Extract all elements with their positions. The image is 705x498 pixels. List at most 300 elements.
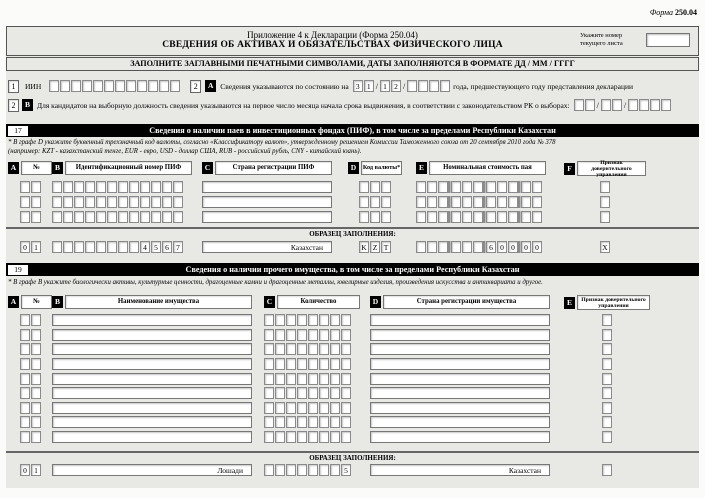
input-cell[interactable] [140,211,150,223]
input-cell[interactable] [96,211,106,223]
input-cell [473,241,483,253]
input-cell[interactable] [429,80,439,92]
candidate-date-row [8,98,702,112]
input-cell[interactable] [20,373,30,385]
input-cell[interactable] [486,211,496,223]
input-cell[interactable] [297,416,307,428]
input-cell[interactable] [20,343,30,355]
input-cell[interactable] [602,314,612,326]
property-table [8,295,702,444]
input-cell[interactable] [341,387,351,399]
input-cell[interactable] [473,181,483,193]
input-cell[interactable] [661,99,671,111]
input-cell[interactable] [427,181,437,193]
field-2b-letter: В [22,99,33,111]
input-cell[interactable] [440,80,450,92]
input-cell[interactable]: 3 [353,80,363,92]
text-field[interactable] [370,314,550,326]
input-cell[interactable] [532,181,542,193]
text-field[interactable] [202,211,332,223]
input-cell[interactable] [31,211,41,223]
input-cell[interactable] [308,416,318,428]
input-cell[interactable] [308,431,318,443]
input-cell: Z [370,241,380,253]
input-cell[interactable] [612,99,622,111]
input-cell: X [600,241,610,253]
input-cell[interactable] [20,358,30,370]
text-field[interactable] [52,431,252,443]
cell-group [602,343,612,355]
input-cell[interactable] [639,99,649,111]
input-cell[interactable] [319,358,329,370]
input-cell[interactable] [359,196,369,208]
input-cell[interactable] [341,402,351,414]
input-cell[interactable] [20,402,30,414]
input-cell[interactable] [52,211,62,223]
input-cell[interactable] [497,196,507,208]
input-cell[interactable] [20,431,30,443]
input-cell[interactable] [330,329,340,341]
input-cell[interactable] [162,196,172,208]
input-cell: 0 [497,241,507,253]
date-slash: / [596,100,599,110]
input-cell[interactable] [308,402,318,414]
input-cell[interactable] [508,211,518,223]
column-label-nominal-value: Номинальная стоимость пая [429,161,546,175]
input-cell[interactable] [330,314,340,326]
input-cell[interactable] [330,387,340,399]
input-cell[interactable] [173,181,183,193]
text-field[interactable] [370,431,550,443]
input-cell[interactable] [31,402,41,414]
section-19-title: Сведения о наличии прочего имущества, в том числе за пределами Республики Казахстан [185,265,520,274]
input-cell[interactable] [308,314,318,326]
input-cell[interactable] [162,211,172,223]
input-cell[interactable] [82,80,92,92]
input-cell[interactable] [438,181,448,193]
input-cell[interactable] [574,99,584,111]
column-letter-e: E [416,162,427,174]
text-field[interactable] [202,196,332,208]
input-cell[interactable] [359,211,369,223]
input-cell[interactable] [297,358,307,370]
sheet-number-input[interactable] [646,33,690,47]
input-cell[interactable] [264,329,274,341]
input-cell[interactable] [381,211,391,223]
input-cell[interactable] [31,196,41,208]
input-cell[interactable] [107,181,117,193]
input-cell[interactable] [52,196,62,208]
input-cell[interactable] [330,343,340,355]
input-cell[interactable] [31,416,41,428]
input-cell[interactable] [85,181,95,193]
input-cell[interactable] [407,80,417,92]
input-cell[interactable] [330,402,340,414]
input-cell[interactable] [137,80,147,92]
input-cell[interactable] [107,196,117,208]
cell-group [359,196,391,208]
input-cell[interactable] [297,431,307,443]
cell-group [20,402,41,414]
input-cell[interactable] [264,416,274,428]
input-cell[interactable] [473,196,483,208]
input-cell[interactable] [330,416,340,428]
input-cell[interactable] [462,181,472,193]
input-cell [602,464,612,476]
input-cell[interactable] [129,196,139,208]
input-cell[interactable] [20,329,30,341]
input-cell[interactable] [341,431,351,443]
input-cell[interactable] [297,314,307,326]
pif-table-header [8,161,702,179]
input-cell[interactable] [370,196,380,208]
input-cell[interactable] [129,211,139,223]
text-field[interactable] [370,373,550,385]
input-cell[interactable] [462,211,472,223]
input-cell[interactable] [602,373,612,385]
input-cell[interactable] [602,431,612,443]
input-cell[interactable] [264,373,274,385]
input-cell[interactable] [319,314,329,326]
input-cell[interactable]: 1 [364,80,374,92]
input-cell[interactable] [532,196,542,208]
input-cell[interactable] [31,358,41,370]
input-cell[interactable] [129,181,139,193]
input-cell[interactable] [286,387,296,399]
cell-group [602,464,612,476]
note-line-1: * В графе D укажите буквенный трехзначный код валюты, согласно «Классификатору валют», утвержденному решением Комиссии Таможенного союза от 20 сентября 2010 года № 378 [8,139,556,146]
text-field[interactable] [370,358,550,370]
cell-group [20,211,41,223]
input-cell[interactable] [330,373,340,385]
text-field[interactable] [52,416,252,428]
field-2b-text: Для кандидатов на выборную должность сведения указываются на первое число месяца начала срока выдвижения, в соответствии с законодательством РК о выборах: [37,100,570,110]
property-row [8,328,702,343]
text-field[interactable] [52,329,252,341]
input-cell [74,241,84,253]
date-year-cells [407,80,450,92]
input-cell[interactable] [462,196,472,208]
input-cell[interactable] [585,99,595,111]
text-field[interactable] [52,402,252,414]
input-cell[interactable] [49,80,59,92]
input-cell[interactable] [264,343,274,355]
input-cell[interactable] [286,358,296,370]
field-2a-suffix: года, предшествующего году представления декларации [453,81,633,91]
input-cell[interactable] [31,343,41,355]
cell-group [600,181,610,193]
cell-group [600,196,610,208]
cell-group [20,329,41,341]
input-cell[interactable] [451,181,461,193]
input-cell[interactable] [330,431,340,443]
input-cell[interactable] [85,196,95,208]
section-19-note: * В графе B укажите биологически активы, культурные ценности, драгоценные камни и драгоценные металлы, ювелирные изделия, произведения искусства и антиквариата и другое. [8,279,543,286]
input-cell[interactable] [286,416,296,428]
property-row [8,415,702,430]
input-cell[interactable] [31,314,41,326]
field-2-number: 2 [8,99,19,112]
input-cell[interactable] [381,196,391,208]
input-cell[interactable] [418,80,428,92]
sample-heading-19: ОБРАЗЕЦ ЗАПОЛНЕНИЯ: [309,454,396,462]
column-letter-d: D [370,296,381,308]
input-cell[interactable] [341,343,351,355]
column-label-country: Страна регистрации имущества [383,295,550,309]
input-cell[interactable] [451,211,461,223]
input-cell[interactable] [170,80,180,92]
column-letter-d: D [348,162,359,174]
input-cell [308,464,318,476]
input-cell[interactable] [140,181,150,193]
text-field[interactable] [52,387,252,399]
cell-group [20,343,41,355]
input-cell[interactable] [427,211,437,223]
input-cell[interactable] [115,80,125,92]
input-cell[interactable] [297,387,307,399]
input-cell[interactable] [71,80,81,92]
page-title: СВЕДЕНИЯ ОБ АКТИВАХ И ОБЯЗАТЕЛЬСТВАХ ФИЗИЧЕСКОГО ЛИЦА [162,40,503,50]
input-cell[interactable] [52,181,62,193]
input-cell[interactable] [308,358,318,370]
cell-group [20,314,41,326]
cell-group [416,196,542,208]
text-field[interactable] [370,329,550,341]
text-field: Лошади [52,464,252,476]
text-field[interactable] [370,387,550,399]
input-cell[interactable] [275,343,285,355]
date-month-cells [380,80,401,92]
input-cell[interactable] [308,329,318,341]
input-cell[interactable] [286,343,296,355]
text-field[interactable] [52,343,252,355]
input-cell[interactable] [473,211,483,223]
input-cell[interactable] [602,358,612,370]
input-cell[interactable] [341,373,351,385]
input-cell[interactable] [521,181,531,193]
cell-group [416,241,542,253]
input-cell[interactable] [416,181,426,193]
input-cell[interactable] [297,402,307,414]
input-cell[interactable] [319,329,329,341]
input-cell: 4 [140,241,150,253]
input-cell[interactable] [173,211,183,223]
input-cell[interactable] [486,181,496,193]
input-cell[interactable] [275,358,285,370]
input-cell[interactable] [308,343,318,355]
cell-group [20,464,41,476]
input-cell[interactable] [275,431,285,443]
input-cell[interactable] [96,196,106,208]
input-cell[interactable] [20,181,30,193]
input-cell[interactable] [74,211,84,223]
input-cell[interactable] [264,358,274,370]
input-cell[interactable] [602,329,612,341]
input-cell[interactable] [63,181,73,193]
field-2a-letter: A [205,80,216,92]
input-cell[interactable] [74,196,84,208]
input-cell[interactable] [264,387,274,399]
input-cell[interactable] [118,211,128,223]
input-cell[interactable] [151,181,161,193]
input-cell[interactable] [148,80,158,92]
input-cell[interactable] [275,373,285,385]
input-cell[interactable] [319,416,329,428]
cell-group [602,373,612,385]
input-cell: T [381,241,391,253]
input-cell[interactable] [151,211,161,223]
input-cell[interactable] [628,99,638,111]
input-cell[interactable] [341,314,351,326]
input-cell[interactable] [427,196,437,208]
input-cell[interactable] [341,358,351,370]
election-day-cells [574,99,595,111]
input-cell[interactable] [286,431,296,443]
input-cell[interactable] [438,196,448,208]
input-cell[interactable] [31,181,41,193]
input-cell[interactable] [159,80,169,92]
input-cell[interactable] [31,373,41,385]
input-cell[interactable] [63,211,73,223]
input-cell[interactable] [308,373,318,385]
text-field[interactable] [202,181,332,193]
input-cell[interactable] [20,211,30,223]
input-cell[interactable] [20,416,30,428]
input-cell [85,241,95,253]
input-cell[interactable] [93,80,103,92]
input-cell[interactable] [370,211,380,223]
input-cell[interactable] [286,373,296,385]
text-field[interactable] [370,416,550,428]
input-cell[interactable] [275,314,285,326]
input-cell[interactable] [173,196,183,208]
input-cell[interactable] [286,329,296,341]
input-cell[interactable] [118,196,128,208]
input-cell[interactable] [162,181,172,193]
input-cell[interactable] [600,181,610,193]
property-row [8,430,702,445]
input-cell[interactable] [486,196,496,208]
input-cell[interactable] [370,181,380,193]
input-cell[interactable] [600,196,610,208]
input-cell[interactable] [319,402,329,414]
input-cell[interactable] [601,99,611,111]
input-cell[interactable] [264,402,274,414]
input-cell: 5 [341,464,351,476]
input-cell[interactable] [31,387,41,399]
cell-group [264,464,351,476]
input-cell[interactable] [104,80,114,92]
input-cell[interactable] [602,343,612,355]
input-cell[interactable] [319,343,329,355]
input-cell[interactable] [497,181,507,193]
input-cell[interactable] [330,358,340,370]
text-field[interactable] [52,314,252,326]
cell-group [20,431,41,443]
input-cell[interactable] [151,196,161,208]
input-cell[interactable] [63,196,73,208]
input-cell[interactable] [286,402,296,414]
input-cell[interactable] [319,387,329,399]
input-cell[interactable] [31,431,41,443]
input-cell [118,241,128,253]
input-cell[interactable] [60,80,70,92]
input-cell[interactable] [319,431,329,443]
input-cell[interactable] [20,387,30,399]
cell-group [600,211,610,223]
input-cell[interactable] [341,416,351,428]
input-cell[interactable] [107,211,117,223]
input-cell[interactable] [297,373,307,385]
input-cell[interactable] [416,211,426,223]
iin-label: ИИН [25,81,42,91]
input-cell[interactable] [286,314,296,326]
input-cell[interactable] [497,211,507,223]
input-cell[interactable] [96,181,106,193]
input-cell[interactable] [118,181,128,193]
input-cell[interactable] [275,387,285,399]
input-cell[interactable] [275,416,285,428]
input-cell[interactable] [20,314,30,326]
input-cell[interactable] [275,402,285,414]
input-cell [264,464,274,476]
input-cell[interactable]: 1 [380,80,390,92]
input-cell[interactable] [319,373,329,385]
input-cell[interactable] [20,196,30,208]
cell-group [602,416,612,428]
text-field[interactable] [52,358,252,370]
input-cell[interactable] [508,181,518,193]
input-cell[interactable] [31,329,41,341]
input-cell[interactable] [264,314,274,326]
text-field[interactable] [370,402,550,414]
column-letter-c: C [202,162,213,174]
input-cell[interactable] [451,196,461,208]
input-cell[interactable] [297,329,307,341]
input-cell[interactable] [140,196,150,208]
input-cell[interactable] [74,181,84,193]
text-field[interactable] [370,343,550,355]
input-cell[interactable] [126,80,136,92]
input-cell[interactable] [341,329,351,341]
section-19-header [6,263,699,276]
cell-group [52,196,183,208]
input-cell[interactable] [521,211,531,223]
input-cell[interactable] [521,196,531,208]
input-cell[interactable] [600,211,610,223]
divider-line [6,227,699,229]
input-cell[interactable] [297,343,307,355]
input-cell[interactable] [381,181,391,193]
input-cell[interactable] [85,211,95,223]
input-cell[interactable] [438,211,448,223]
input-cell[interactable] [275,329,285,341]
input-cell[interactable] [602,402,612,414]
column-label-trust: Признак доверительного управления [577,295,650,310]
input-cell[interactable] [416,196,426,208]
text-field[interactable] [52,373,252,385]
input-cell[interactable] [650,99,660,111]
input-cell[interactable] [308,387,318,399]
input-cell[interactable] [532,211,542,223]
input-cell[interactable] [602,416,612,428]
input-cell[interactable] [264,431,274,443]
section-17-header [6,124,699,137]
input-cell[interactable]: 2 [391,80,401,92]
input-cell[interactable] [602,387,612,399]
input-cell[interactable] [508,196,518,208]
input-cell[interactable] [359,181,369,193]
